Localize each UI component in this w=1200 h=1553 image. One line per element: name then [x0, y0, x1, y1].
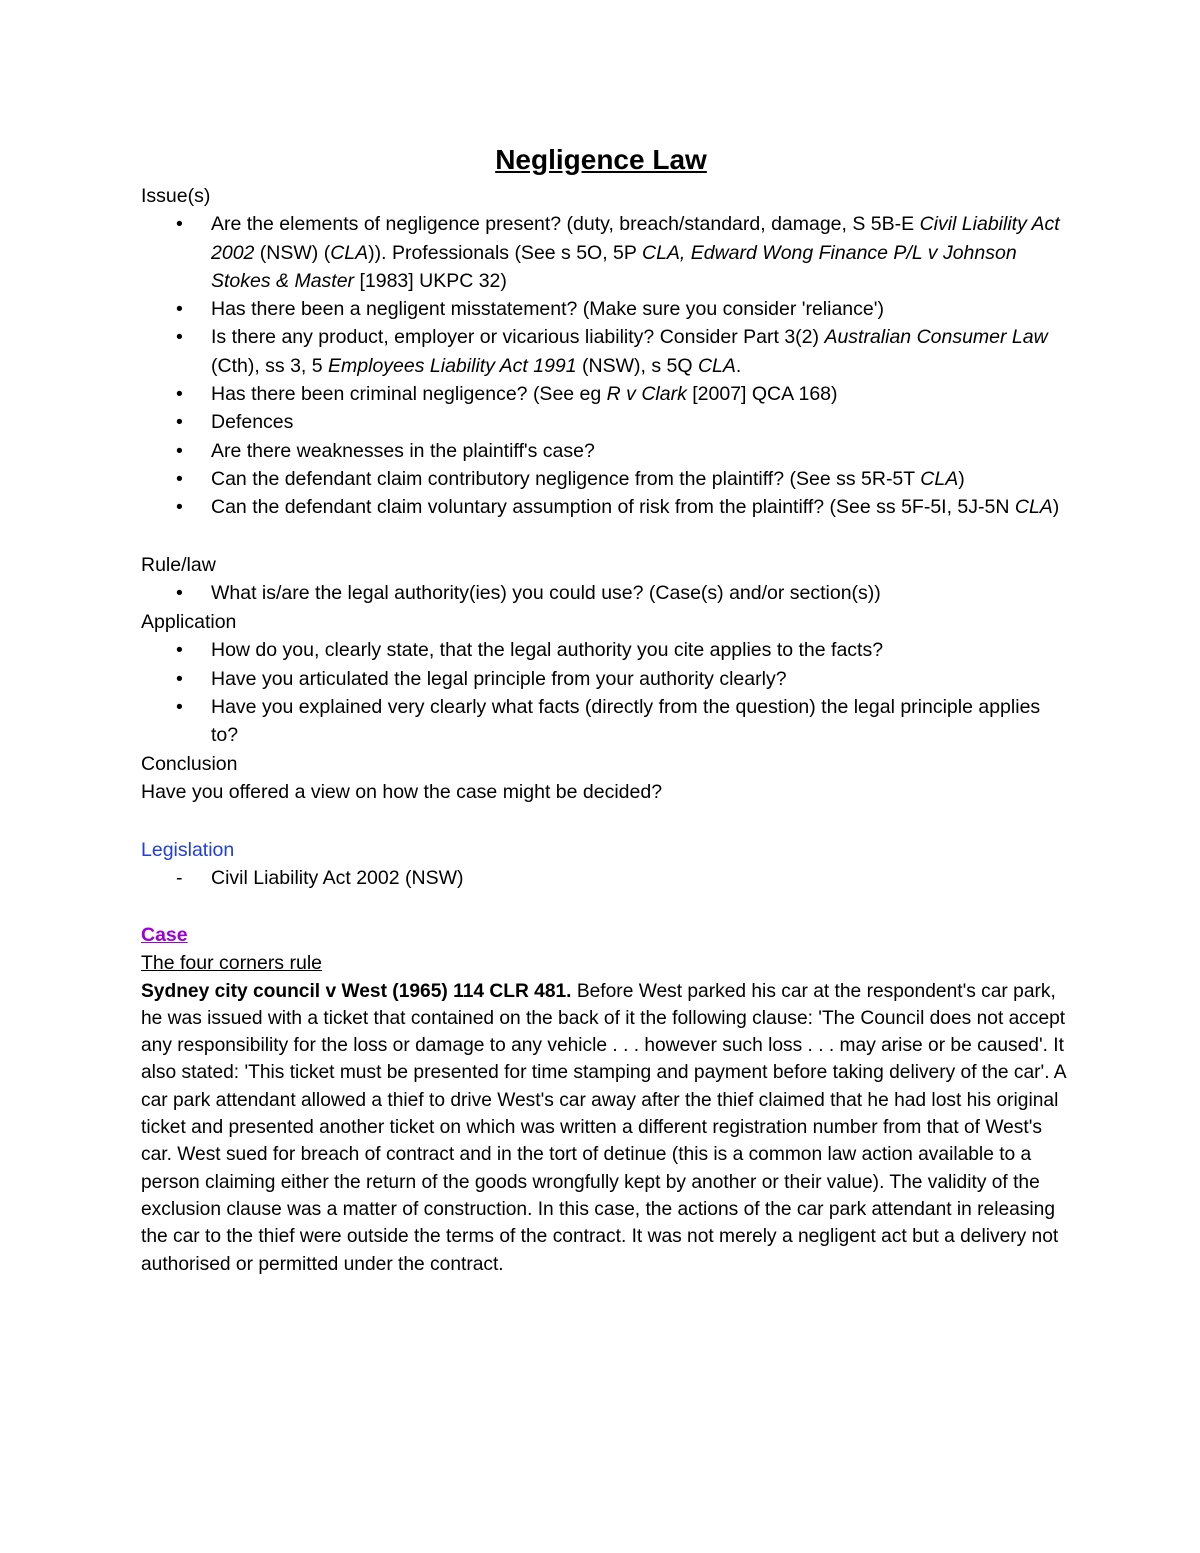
issue-text: ): [1052, 496, 1060, 519]
case-text: Before West parked his car at the respondent's car park, he was issued with a ticket that contained on the back of it the following clause: 'The Council does not accept any responsibility for the loss or damage to any vehicle . . . however such loss . . . may arise or be caused'. It also stated: 'This ticket must be presented for time stamping and payment before taking delivery of the car'. A car park attendant allowed a thief to drive West's car away after the thief claimed that he had lost his original ticket and presented another ticket on which was written a different registration number from that of West's car. West sued for breach of contract and in the tort of detinue (this is a common law action available to a person claiming either the return of the goods wrongfully kept by another or their value). The validity of the exclusion clause was a matter of construction. In this case, the actions of the car park attendant in releasing the car to the thief were outside the terms of the contract. It was not merely a negligent act but a delivery not authorised or permitted under the contract.: [141, 980, 1066, 1275]
issue-text: Defences: [211, 411, 294, 434]
bullet-marker: •: [176, 213, 183, 236]
application-list: [141, 636, 1071, 749]
case-subheading: The four corners rule: [141, 952, 322, 975]
italic-citation: Australian Consumer Law: [824, 326, 1048, 349]
issue-text: Can the defendant claim contributory negligence from the plaintiff? (See ss 5R-5T: [211, 467, 921, 490]
application-section: [141, 608, 1071, 749]
bullet-marker: •: [176, 695, 183, 718]
italic-citation: CLA, Edward Wong Finance P/L v Johnson Stokes & Master: [211, 241, 1017, 292]
issues-section: [141, 182, 1071, 522]
rule-item: [141, 579, 1071, 607]
italic-citation: Civil Liability Act 2002: [211, 213, 1060, 264]
bullet-marker: •: [176, 582, 183, 605]
application-item: [141, 665, 1071, 693]
issue-text: Can the defendant claim voluntary assumption of risk from the plaintiff? (See ss 5F-5I, 5J-5N: [211, 496, 1015, 519]
issue-text: Are there weaknesses in the plaintiff's case?: [211, 439, 595, 462]
application-item: [141, 636, 1071, 664]
rule-list: [141, 579, 1071, 607]
issue-item: [141, 408, 1071, 436]
bullet-marker: •: [176, 639, 183, 662]
issue-text: )). Professionals (See s 5O, 5P: [368, 241, 642, 264]
legislation-list: [141, 864, 1071, 892]
bullet-marker: •: [176, 383, 183, 406]
conclusion-text: Have you offered a view on how the case might be decided?: [141, 781, 663, 804]
issue-item: [141, 465, 1071, 493]
conclusion-heading: Conclusion: [141, 753, 238, 775]
application-item-text: Have you articulated the legal principle from your authority clearly?: [211, 667, 787, 690]
case-paragraph: [141, 978, 1071, 1278]
issue-text: Has there been a negligent misstatement? (Make sure you consider 'reliance'): [211, 298, 884, 321]
italic-citation: CLA: [920, 467, 959, 490]
application-item: [141, 693, 1071, 750]
case-citation: Sydney city council v West (1965) 114 CLR 481.: [141, 980, 572, 1002]
application-heading: Application: [141, 611, 237, 633]
case-section: [141, 921, 1071, 1278]
issue-text: (NSW) (: [254, 241, 331, 264]
dash-marker: -: [176, 867, 183, 890]
issue-text: [2007] QCA 168): [686, 383, 838, 406]
bullet-marker: •: [176, 667, 183, 690]
issue-text: [1983] UKPC 32): [354, 269, 507, 292]
issue-item: [141, 210, 1071, 295]
issue-item: [141, 493, 1071, 521]
italic-citation: CLA: [1014, 496, 1053, 519]
issue-text: (NSW), s 5Q: [576, 354, 698, 377]
case-heading: Case: [141, 924, 188, 946]
issue-text: .: [735, 354, 742, 377]
bullet-marker: •: [176, 326, 183, 349]
legislation-item: [141, 864, 1071, 892]
italic-citation: CLA: [330, 241, 369, 264]
bullet-marker: •: [176, 467, 183, 490]
issue-text: Has there been criminal negligence? (See eg: [211, 383, 607, 406]
bullet-marker: •: [176, 411, 183, 434]
issue-item: [141, 323, 1071, 380]
issue-item: [141, 380, 1071, 408]
issue-item: [141, 437, 1071, 465]
italic-citation: CLA: [697, 354, 736, 377]
issues-heading: Issue(s): [141, 185, 211, 207]
application-item-text: How do you, clearly state, that the legal authority you cite applies to the facts?: [211, 639, 884, 662]
application-item-text: Have you explained very clearly what facts (directly from the question) the legal principle applies to?: [211, 695, 1041, 747]
bullet-marker: •: [176, 439, 183, 462]
issue-item: [141, 295, 1071, 323]
legislation-section: [141, 836, 1071, 893]
issue-text: Are the elements of negligence present? (duty, breach/standard, damage, S 5B-E: [211, 213, 920, 236]
rule-item-text: What is/are the legal authority(ies) you could use? (Case(s) and/or section(s)): [211, 582, 881, 605]
rule-heading: Rule/law: [141, 554, 216, 576]
rule-section: [141, 551, 1071, 608]
conclusion-section: [141, 750, 1071, 807]
bullet-marker: •: [176, 298, 183, 321]
italic-citation: R v Clark: [606, 383, 687, 406]
issue-text: Is there any product, employer or vicarious liability? Consider Part 3(2): [211, 326, 825, 349]
issue-text: (Cth), ss 3, 5: [211, 354, 329, 377]
issues-list: [141, 210, 1071, 521]
italic-citation: Employees Liability Act 1991: [328, 354, 577, 377]
page-title: Negligence Law: [495, 144, 707, 175]
issue-text: ): [958, 467, 965, 490]
legislation-heading: Legislation: [141, 839, 235, 861]
bullet-marker: •: [176, 496, 183, 519]
legislation-item-text: Civil Liability Act 2002 (NSW): [211, 867, 464, 890]
